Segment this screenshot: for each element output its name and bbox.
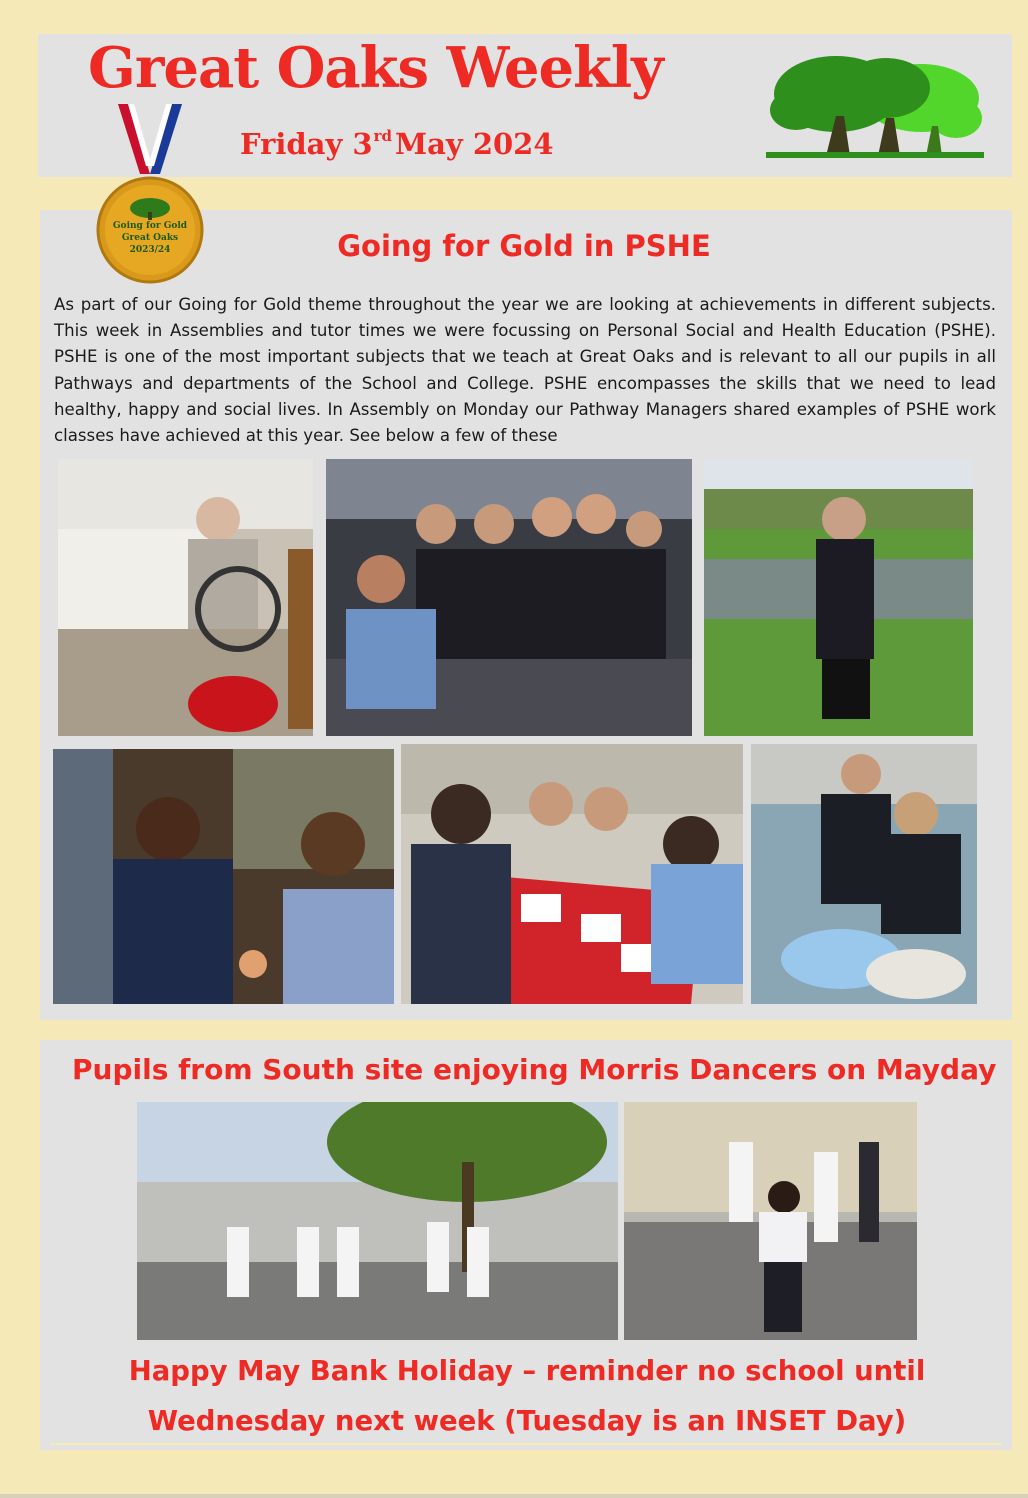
- photo-pupil-by-river: [704, 459, 973, 736]
- medal-line-1: Going for Gold: [112, 221, 188, 231]
- date-day: Friday 3: [240, 127, 373, 161]
- mayday-heading: Pupils from South site enjoying Morris Dancers on Mayday: [72, 1053, 997, 1086]
- medal-text: [94, 220, 206, 256]
- oak-tree-logo-icon: [766, 48, 984, 160]
- photo-pupils-classroom-group: [326, 459, 692, 736]
- pshe-heading: Going for Gold in PSHE: [337, 229, 711, 263]
- holiday-line-2: Wednesday next week (Tuesday is an INSET Day): [147, 1405, 907, 1437]
- photo-pupil-with-teacher: [53, 749, 394, 1004]
- photo-vacuuming-kitchen: [58, 459, 313, 736]
- section-divider: [50, 1443, 1002, 1445]
- date-ordinal: rd: [373, 127, 392, 145]
- page-bottom-edge: [0, 1494, 1028, 1498]
- photo-pupils-foot-spa: [751, 744, 977, 1004]
- holiday-line-1: Happy May Bank Holiday – reminder no school until: [128, 1355, 926, 1387]
- medal-line-2: Great Oaks: [121, 233, 179, 243]
- issue-date: [240, 116, 554, 164]
- newsletter-title: Great Oaks Weekly: [88, 35, 663, 101]
- photo-morris-dancers-with-pupils: [624, 1102, 917, 1340]
- date-month-year: May 2024: [394, 127, 554, 161]
- photo-pupils-at-red-table: [401, 744, 743, 1004]
- pshe-body-text: As part of our Going for Gold theme throughout the year we are looking at achievements in different subjects. This week in Assemblies and tutor times we were focussing on Personal Social and Health Education (PSHE). PSHE is one of the most important subjects that we teach at Great Oaks and is relevant to all our pupils in all Pathways and departments of the School and College. PSHE encompasses the skills that we need to lead healthy, happy and social lives. In Assembly on Monday our Pathway Managers shared examples of PSHE work classes have achieved at this year. See below a few of these: [54, 295, 996, 446]
- holiday-notice: [70, 1346, 984, 1446]
- medal-line-3: 2023/24: [129, 245, 171, 255]
- gold-medal-icon: [94, 104, 206, 284]
- photo-morris-dancers-playground: [137, 1102, 618, 1340]
